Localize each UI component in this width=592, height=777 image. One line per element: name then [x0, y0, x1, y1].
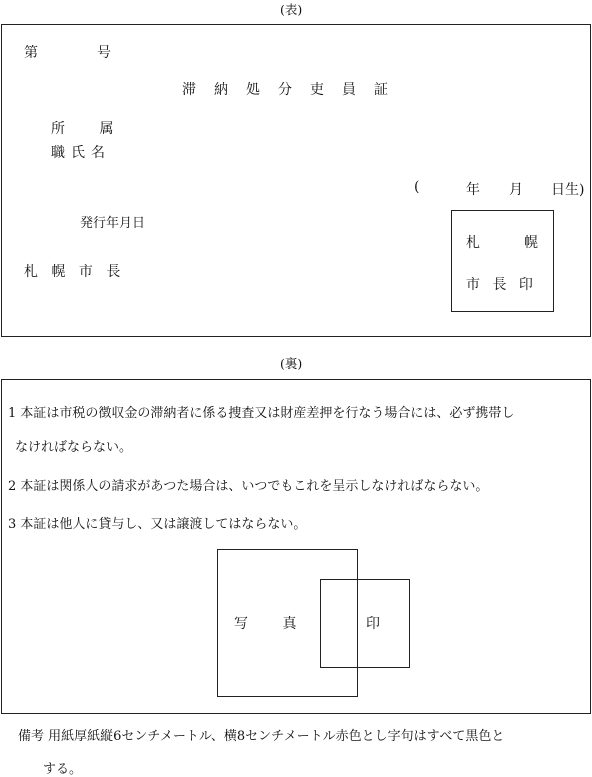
note-line-2: する。	[43, 762, 83, 777]
number-label: 第	[24, 45, 38, 61]
card-title: 滞納処分吏員証	[182, 82, 406, 98]
official-seal-box	[451, 210, 554, 312]
stamp-label: 印	[366, 616, 380, 632]
name-label: 職氏名	[51, 145, 111, 161]
stamp-box	[320, 579, 410, 668]
back-caption: (裏)	[280, 356, 303, 371]
front-caption: (表)	[280, 2, 303, 17]
rule-item-1-line-2: なければならない。	[15, 440, 133, 455]
note-line-1: 備考 用紙厚紙縦6センチメートル、横8センチメートル赤色とし字句はすべて黒色と	[18, 729, 505, 744]
rule-item-2: 2 本証は関係人の請求があつた場合は、いつでもこれを呈示しなければならない。	[8, 479, 489, 494]
rule-item-1-line-1: 1 本証は市税の徴収金の滞納者に係る捜査又は財産差押を行なう場合には、必ず携帯し	[8, 406, 515, 421]
birth-month-label: 月	[509, 182, 523, 198]
number-suffix: 号	[97, 45, 111, 61]
seal-char-horo: 幌	[524, 235, 538, 251]
rule-item-3: 3 本証は他人に貸与し、又は譲渡してはならない。	[8, 517, 307, 532]
photo-label: 写 真	[234, 616, 297, 632]
birth-open-paren: (	[414, 179, 420, 195]
mayor-label: 札 幌 市 長	[24, 264, 121, 280]
seal-mayor-stamp: 市 長 印	[466, 277, 533, 293]
affiliation-label: 所 属	[51, 121, 114, 137]
issue-date-label: 発行年月日	[80, 216, 146, 231]
birth-day-label: 日生)	[551, 182, 585, 198]
seal-char-satsu: 札	[466, 235, 480, 251]
birth-year-label: 年	[466, 182, 480, 198]
